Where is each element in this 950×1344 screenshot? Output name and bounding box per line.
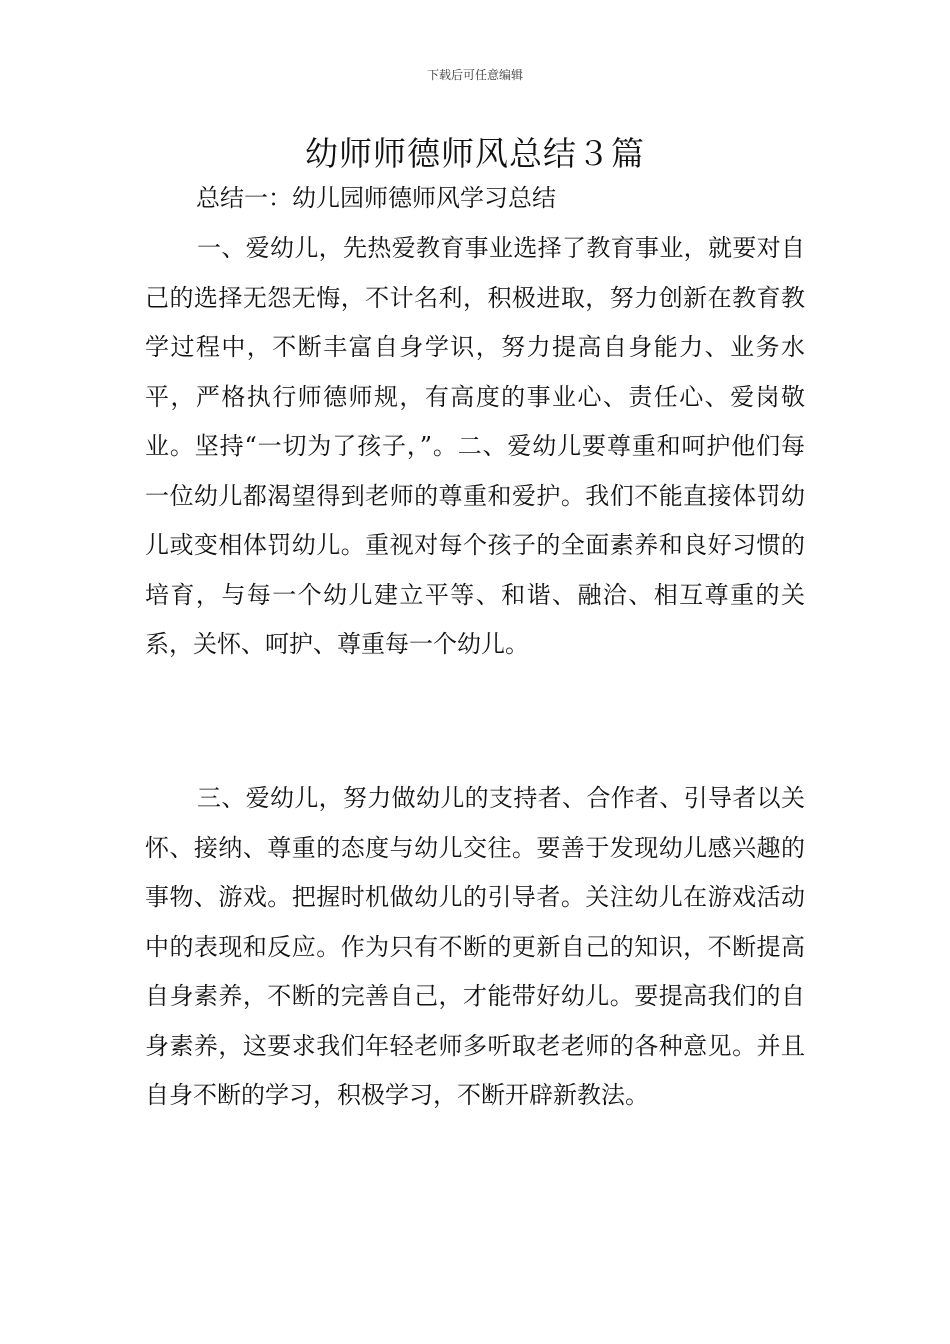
body-paragraph-1: 一、爱幼儿，先热爱教育事业选择了教育事业，就要对自己的选择无怨无悔，不计名利，积极进取，努力创新在教育教学过程中，不断丰富自身学识，努力提高自身能力、业务水平，严格执行师德师规，有高度的事业心、责任心、爱岗敬业。坚持“一切为了孩子，”。二、爱幼儿要尊重和呵护他们每一位幼儿都渴望得到老师的尊重和爱护。我们不能直接体罚幼儿或变相体罚幼儿。重视对每个孩子的全面素养和良好习惯的培育，与每一个幼儿建立平等、和谐、融洽、相互尊重的关系，关怀、呵护、尊重每一个幼儿。	[145, 234, 805, 658]
header-note: 下载后可任意编辑	[426, 68, 523, 82]
body-paragraph-2: 三、爱幼儿，努力做幼儿的支持者、合作者、引导者以关怀、接纳、尊重的态度与幼儿交往。要善于发现幼儿感兴趣的事物、游戏。把握时机做幼儿的引导者。关注幼儿在游戏活动中的表现和反应。作为只有不断的更新自己的知识，不断提高自身素养，不断的完善自己，才能带好幼儿。要提高我们的自身素养，这要求我们年轻老师多听取老老师的各种意见。并且自身不断的学习，积极学习，不断开辟新教法。	[145, 784, 805, 1109]
document-subtitle: 总结一：幼儿园师德师风学习总结	[196, 184, 556, 212]
document-title: 幼师师德师风总结３篇	[305, 134, 645, 173]
